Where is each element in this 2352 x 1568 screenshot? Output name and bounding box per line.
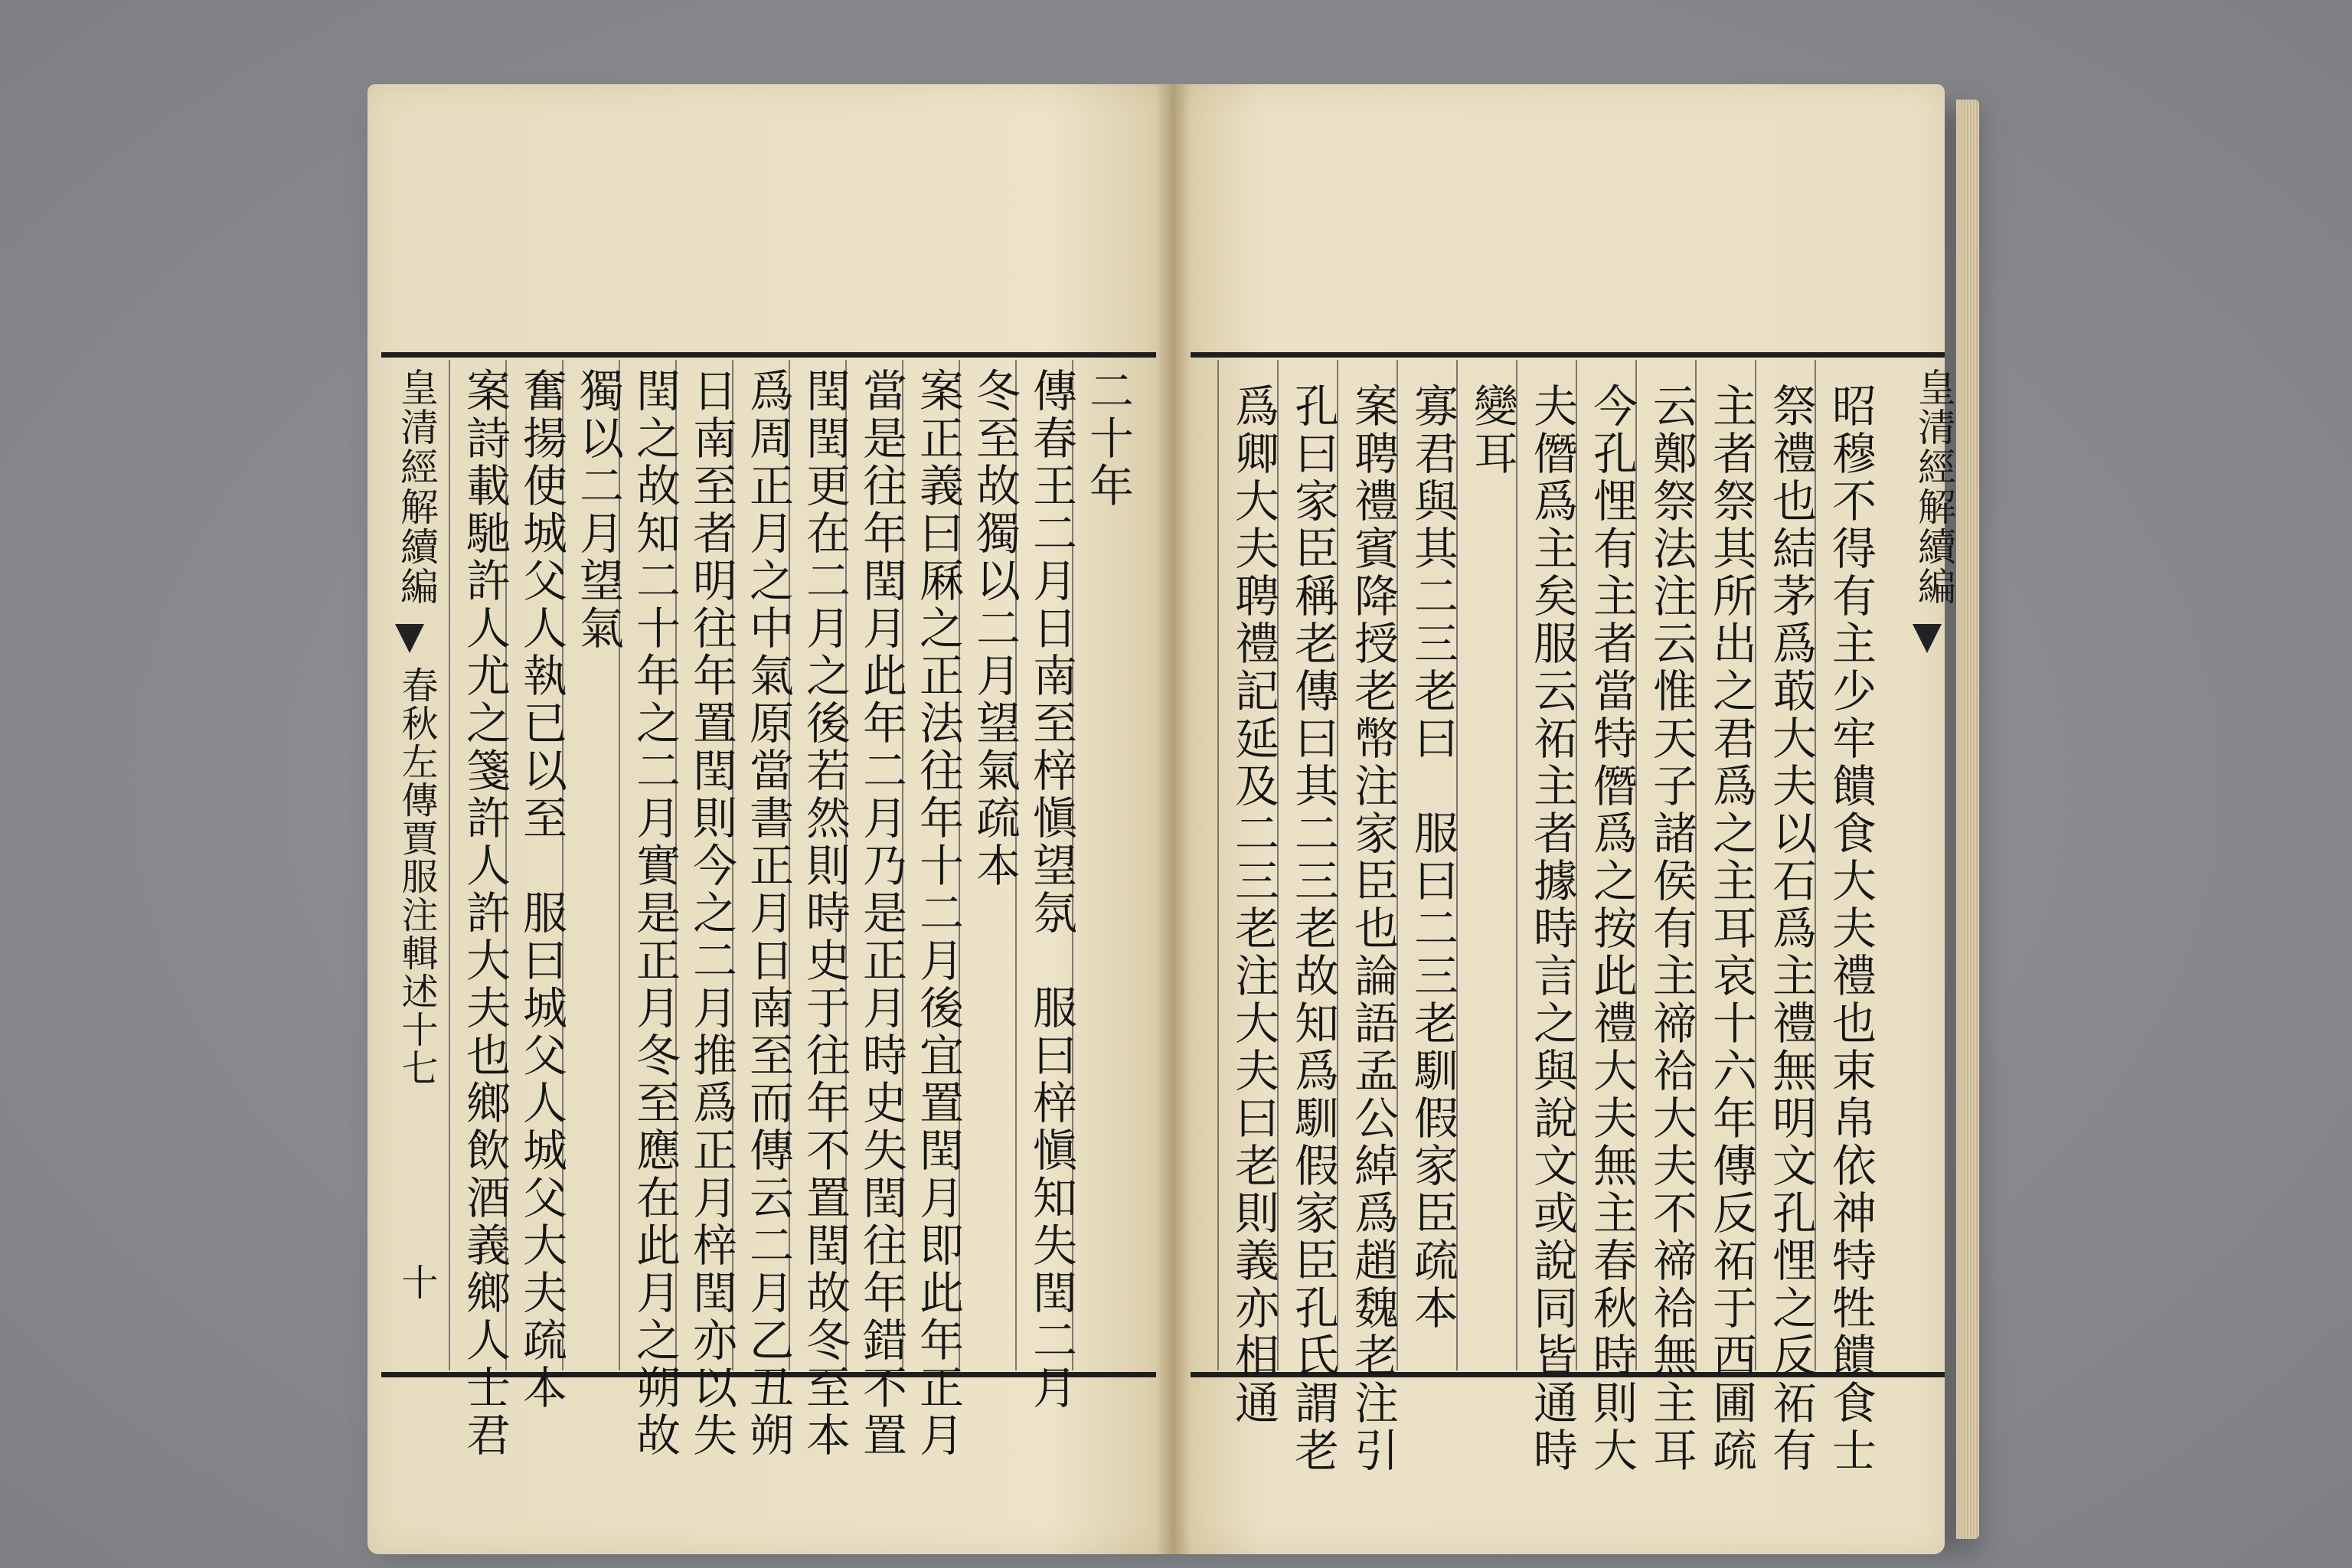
left-text-column: 案詩載馳許人尤之箋許人許大夫也鄉飲酒義鄉人士君	[459, 368, 511, 1459]
right-column-rule	[1516, 360, 1517, 1370]
right-text-column: 寡君與其二三老曰 服曰二三老馴假家臣疏本	[1406, 383, 1459, 1332]
book-gutter	[1156, 84, 1191, 1554]
right-text-column: 夫僭爲主矣服云祏主者據時言之與說文或說同皆通時	[1526, 383, 1578, 1475]
right-text-column: 主者祭其所出之君爲之主耳哀十六年傳反祏于西圃疏	[1705, 383, 1757, 1475]
right-text-column: 變耳	[1466, 383, 1518, 478]
left-margin-title: 皇清經解續編	[394, 368, 439, 606]
left-text-column: 獨以二月望氣	[572, 368, 624, 652]
left-text-column: 案正義曰厤之正法往年十二月後宜置閏月即此年正月	[912, 368, 964, 1459]
left-text-column: 冬至故獨以二月望氣疏本	[969, 368, 1021, 890]
left-text-column: 奮揚使城父人執已以至 服曰城父人城父大夫疏本	[515, 368, 567, 1412]
right-text-column: 昭穆不得有主少牢饋食大夫禮也束帛依神特牲饋食士	[1824, 383, 1877, 1475]
left-margin-subtitle: 春秋左傳賈服注輯述十七	[395, 666, 438, 1087]
left-text-column: 閏閏更在二月之後若然則時史于往年不置閏故冬至本	[799, 368, 851, 1459]
right-text-column: 祭禮也結茅爲菆大夫以石爲主禮無明文孔悝之反祏有	[1765, 383, 1817, 1475]
left-text-column: 爲周正月之中氣原當書正月日南至而傳云二月乙丑朔	[742, 368, 794, 1459]
left-text-column: 二十年	[1082, 368, 1134, 510]
right-text-column: 爲卿大夫聘禮記延及二三老注大夫曰老則義亦相通	[1227, 383, 1279, 1427]
right-text-column: 今孔悝有主者當特僭爲之按此禮大夫無主春秋時則大	[1586, 383, 1638, 1475]
right-top-border	[1191, 352, 1945, 358]
left-folio-number: 十	[395, 1263, 438, 1302]
right-text-column: 云鄭祭法注云惟天子諸侯有主禘祫大夫不禘祫無主耳	[1645, 383, 1697, 1475]
left-text-column: 日南至者明往年置閏則今之二月推爲正月梓閏亦以失	[685, 368, 737, 1459]
right-text-column: 孔曰家臣稱老傳曰其二三老故知爲馴假家臣孔氏謂老	[1287, 383, 1339, 1475]
right-column-rule	[1217, 360, 1219, 1370]
open-book	[368, 84, 1968, 1554]
right-margin-title: 皇清經解續編	[1912, 368, 1956, 606]
left-text-column: 當是往年閏月此年二月乃是正月時史失閏往年錯不置	[855, 368, 907, 1459]
left-top-border	[381, 352, 1156, 358]
left-column-rule	[449, 360, 450, 1370]
left-text-column: 閏之故知二十年之二月實是正月冬至應在此月之朔故	[629, 368, 681, 1459]
right-text-column: 案聘禮賓降授老幣注家臣也論語孟公綽爲趙魏老注引	[1347, 383, 1399, 1475]
left-text-column: 傳春王二月日南至梓愼望氛 服曰梓愼知失閏二月	[1025, 368, 1077, 1412]
